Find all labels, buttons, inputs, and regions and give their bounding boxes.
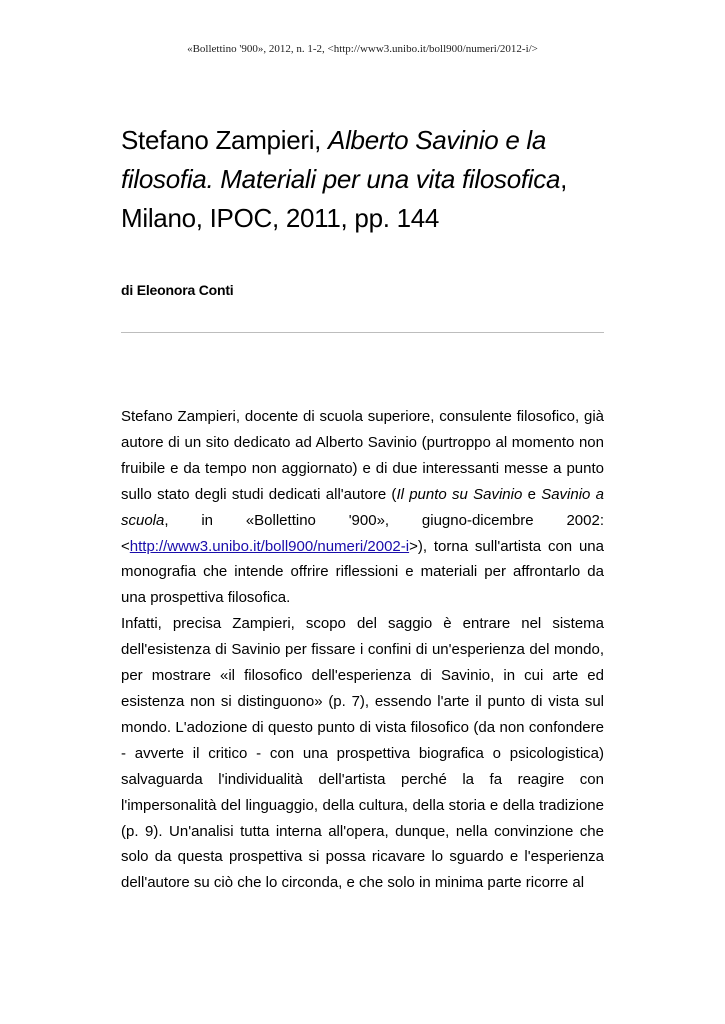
article-body <box>121 404 604 896</box>
p1-text-c: , in «Bollettino '900», giugno-dicembre 2002: < <box>121 511 604 555</box>
p1-text-b: e <box>522 485 542 503</box>
p1-italic-title-2: Savinio a scuola <box>121 485 604 529</box>
byline: di Eleonora Conti <box>121 282 234 298</box>
running-header: «Bollettino '900», 2012, n. 1-2, <http://www3.unibo.it/boll900/numeri/2012-i/> <box>187 43 538 55</box>
p1-text-d: >), torna sull'artista con una monografia che intende offrire riflessioni e materiali per affrontarlo da una prospettiva filosofica. <box>121 537 604 607</box>
p1-italic-title-1: Il punto su Savinio <box>396 485 523 503</box>
divider <box>121 332 604 333</box>
bollettino-link[interactable]: http://www3.unibo.it/boll900/numeri/2002-i <box>129 537 410 555</box>
p1-text-a: Stefano Zampieri, docente di scuola superiore, consulente filosofico, già autore di un sito dedicato ad Alberto Savinio (purtroppo al momento non fruibile e da tempo non aggiornato) e di due interessanti messe a punto sullo stato degli studi dedicati all'autore ( <box>121 408 604 503</box>
review-title <box>121 121 611 238</box>
title-book-name: Alberto Savinio e la filosofia. Materiali per una vita filosofica <box>121 125 561 194</box>
title-publication-info: , Milano, IPOC, 2011, pp. 144 <box>121 164 568 233</box>
paragraph-2: Infatti, precisa Zampieri, scopo del saggio è entrare nel sistema dell'esistenza di Savinio per fissare i confini di un'esperienza del mondo, per mostrare «il filosofico dell'esperienza di Savinio, in cui arte ed esistenza non si distinguono» (p. 7), essendo l'arte il punto di vista sul mondo. L'adozione di questo punto di vista filosofico (da non confondere - avverte il critico - con una prospettiva biografica o psicologistica) salvaguarda l'individualità dell'artista perché la fa reagire con l'impersonalità del linguaggio, della cultura, della storia e della tradizione (p. 9). Un'analisi tutta interna all'opera, dunque, nella convinzione che solo da questa prospettiva si possa ricavare lo sguardo e l'esperienza dell'autore su ciò che lo circonda, e che solo in minima parte ricorre al <box>121 615 604 892</box>
paragraph-1 <box>121 404 604 611</box>
title-author: Stefano Zampieri, <box>121 125 329 155</box>
